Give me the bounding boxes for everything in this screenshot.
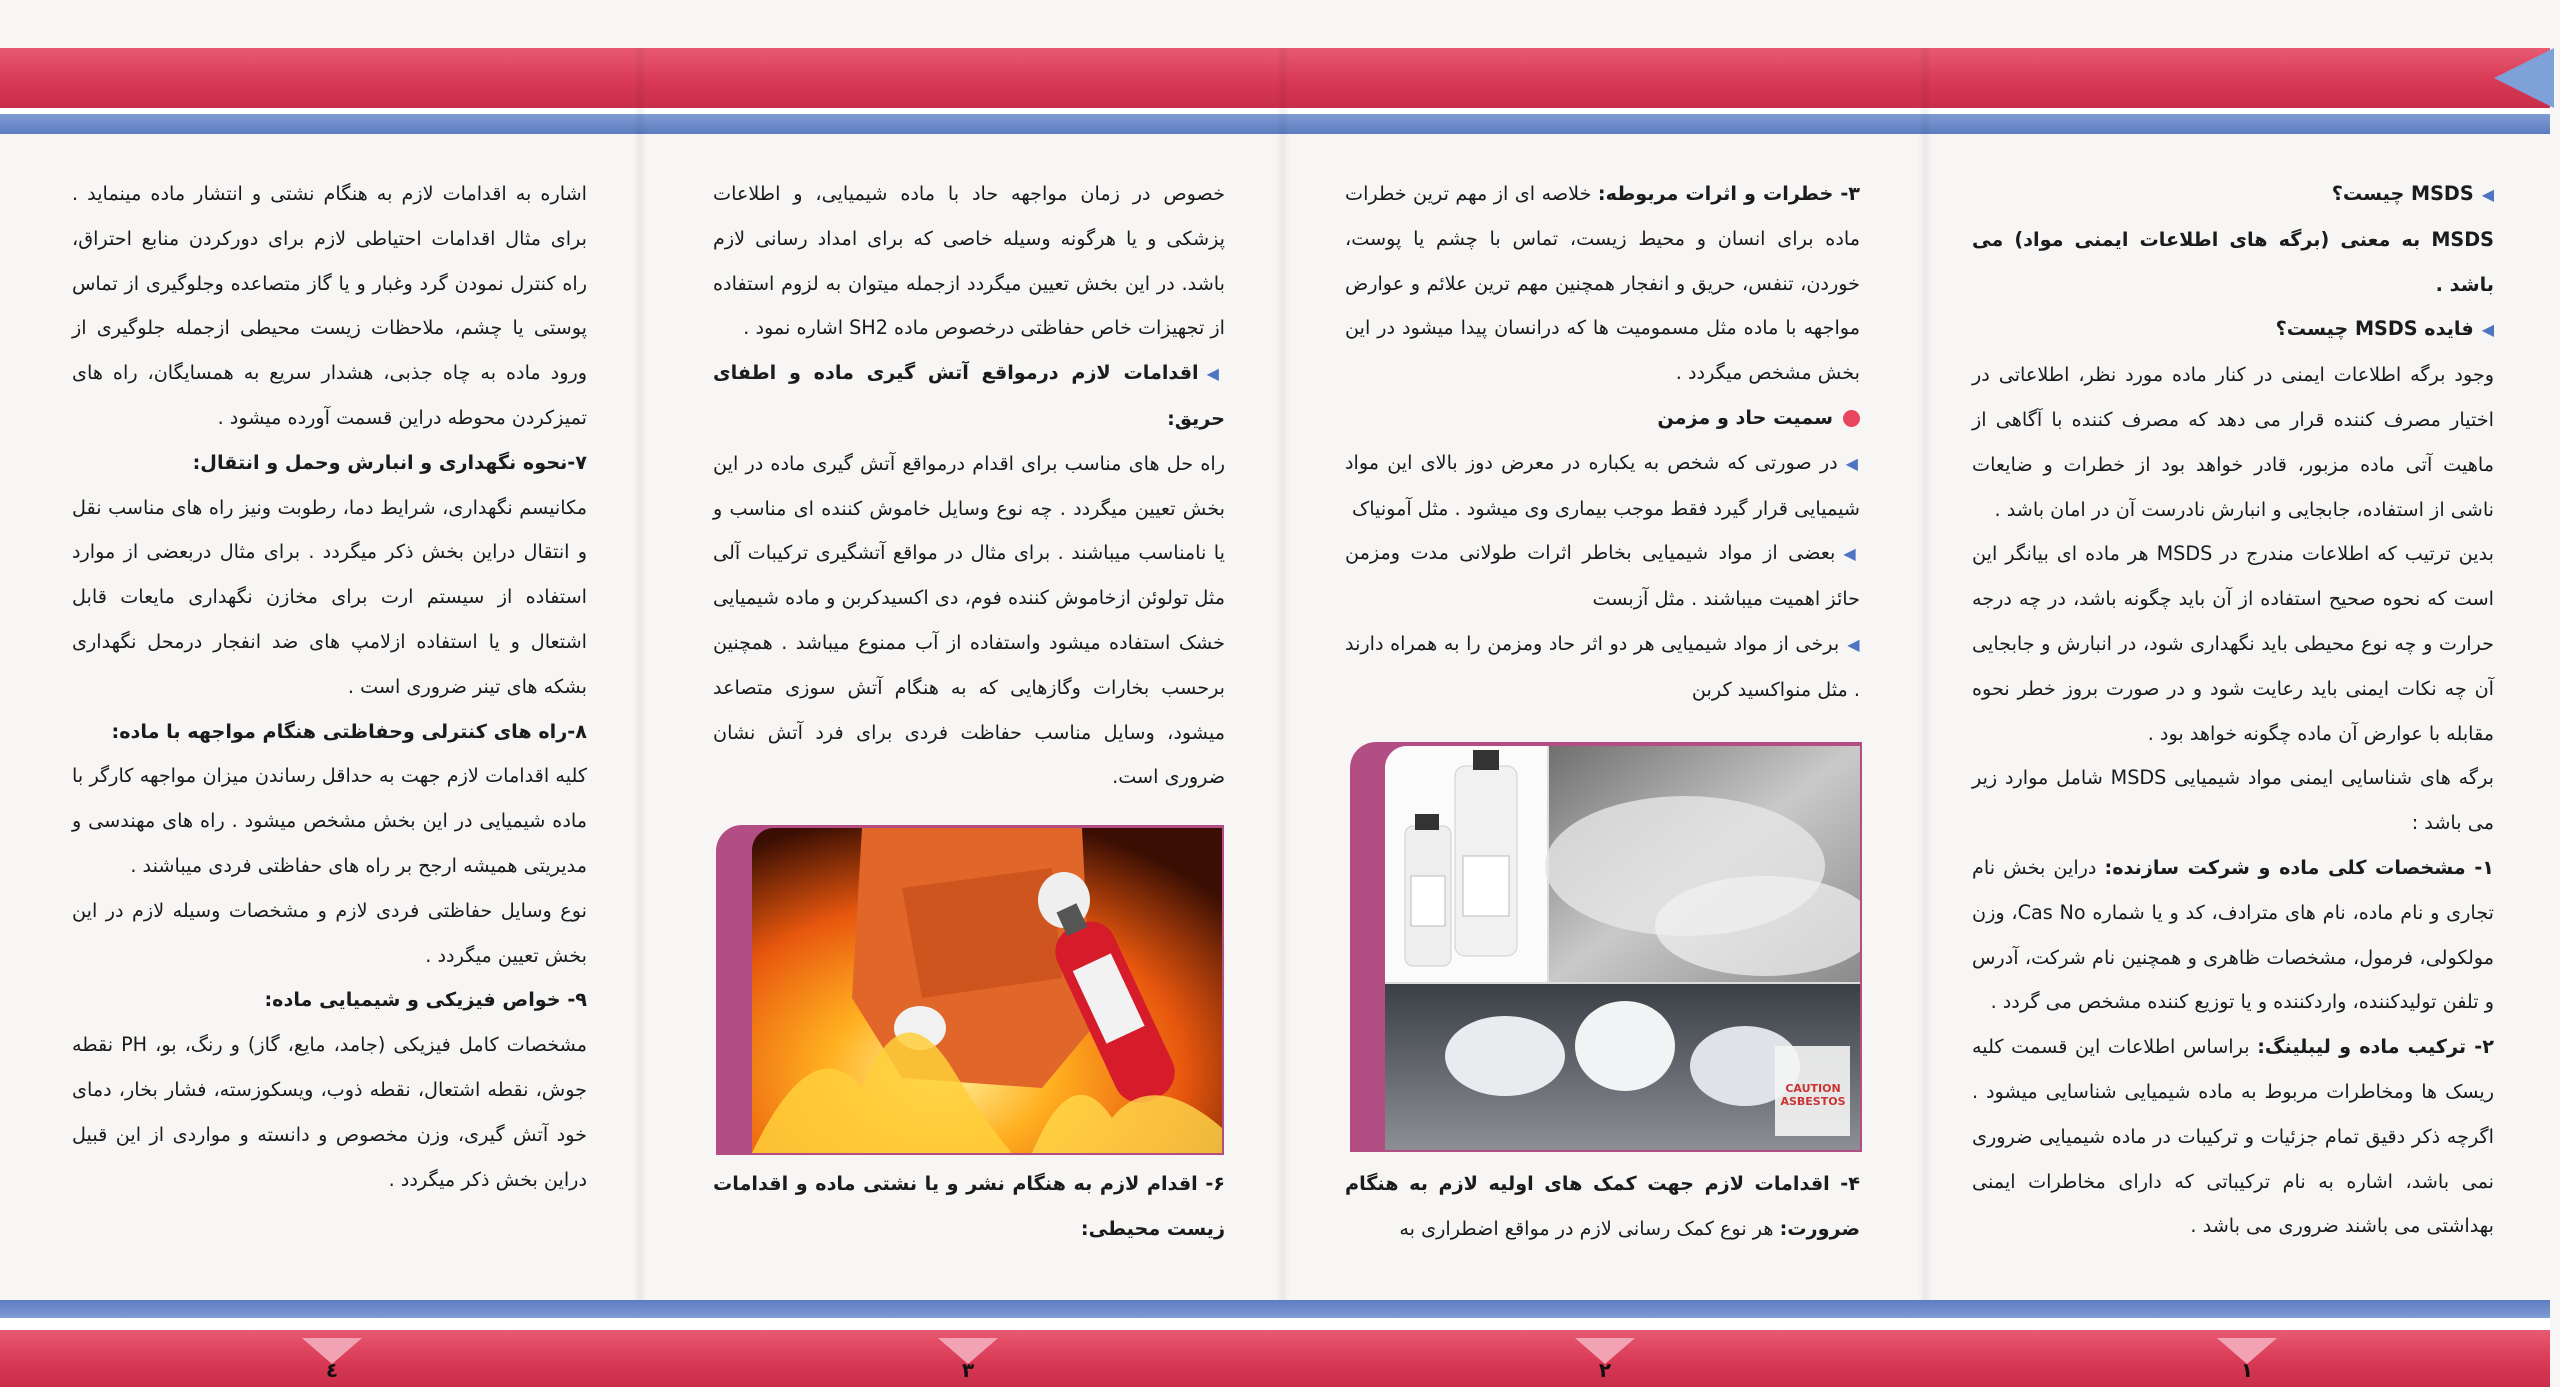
fold-line	[1918, 48, 1932, 1387]
paragraph: اشاره به اقدامات لازم به هنگام نشتی و انتشار ماده مینماید . برای مثال اقدامات احتیاطی لازم برای دورکردن منابع احتراق، راه کنترل نمودن گرد وغبار و یا گاز متصاعده وجلوگیری از تماس پوستی یا چشم، ملاحظات زیست محیطی ازجمله جلوگیری از ورود ماده به چاه جذبی، هشدار سریع به همسایگان، راه های تمیزکردن محوطه دراین قسمت آورده میشود .	[72, 182, 587, 429]
paragraph: نوع وسایل حفاظتی فردی لازم و مشخصات وسیله لازم در این بخش تعیین میگردد .	[72, 898, 587, 967]
bottle-label	[1463, 856, 1509, 916]
caution-asbestos-label: CAUTION ASBESTOS	[1780, 1082, 1846, 1108]
firefighter-photo	[752, 828, 1222, 1153]
section-6: ۶- اقدام لازم به هنگام نشر و یا نشتی ماده و اقدامات زیست محیطی:	[713, 1172, 1225, 1240]
paragraph: برگه های شناسایی ایمنی مواد شیمیایی MSDS شامل موارد زیر می باشد :	[1972, 766, 2494, 835]
panel-2	[1345, 172, 1860, 713]
heading-toxicity: سمیت حاد و مزمن	[1345, 396, 1860, 441]
bullet-item: ◀در صورتی که شخص به یکباره در معرض دوز بالای این مواد شیمیایی قرار گیرد فقط موجب بیماری وی میشود . مثل آمونیاک	[1345, 450, 1860, 520]
paragraph: وجود برگه اطلاعات ایمنی در کنار ماده مورد نظر، اطلاعاتی در اختیار مصرف کننده قرار می دهد که مصرف کننده با آگاهی از ماهیت آتی ماده مزبور، قادر خواهد بود از خطرات و ضایعات ناشی از استفاده، جابجایی و انبارش نادرست آن در امان باشد .	[1972, 363, 2494, 521]
footer-blue-band	[0, 1300, 2550, 1318]
footer-red-band	[0, 1330, 2550, 1387]
bullet-item: ◀بعضی از مواد شیمیایی بخاطر اثرات طولانی مدت ومزمن حائز اهمیت میباشند . مثل آزبست	[1345, 541, 1860, 611]
page-number-1: ١	[2217, 1338, 2277, 1384]
heading-msds-benefit: ◀فایده MSDS چیست؟	[2275, 317, 2494, 341]
header-triangle-icon	[2494, 48, 2554, 108]
bottle-cap	[1473, 750, 1499, 770]
paragraph: مشخصات کامل فیزیکی (جامد، مایع، گاز) و رنگ، بو، PH نقطه جوش، نقطه اشتعال، نقطه ذوب، ویسکوزسته، فشار بخار، دمای خود آتش گیری، وزن مخصوص و دانسته و مواردی از این قبیل دراین بخش ذکر میگردد .	[72, 1033, 587, 1191]
heading-section-8: ۸-راه های کنترلی وحفاظتی هنگام مواجهه با ماده:	[111, 719, 587, 743]
chemical-photo-collage	[1385, 746, 1860, 1150]
paragraph: کلیه اقدامات لازم جهت به حداقل رساندن میزان مواجهه کارگر با ماده شیمیایی در این بخش مشخص میشود . راه های مهندسی و مدیریتی همیشه ارجح بر راه های حفاظتی فردی میباشند .	[72, 764, 587, 877]
heading-section-7: ۷-نحوه نگهداری و انبارش وحمل و انتقال:	[192, 450, 587, 474]
paragraph: مکانیسم نگهداری، شرایط دما، رطوبت ونیز راه های مناسب نقل و انتقال دراین بخش ذکر میگردد . برای مثال دربعضی از موارد استفاده از سیستم ارت برای مخازن نگهداری مایعات قابل اشتعال و یا استفاده ازلامپ های ضد انفجار درمحل نگهداری بشکه های تینر ضروری است .	[72, 495, 587, 698]
panel-4	[72, 172, 587, 1202]
panel-1	[1972, 172, 2494, 1249]
panel-3	[713, 172, 1225, 800]
heading-fire-measures: ◀اقدامات لازم درمواقع آتش گیری ماده و اطفای حریق:	[713, 361, 1225, 430]
paragraph: بدین ترتیب که اطلاعات مندرج در MSDS هر ماده ای بیانگر این است که نحوه صحیح استفاده از آن باید چگونه باشد، در چه درجه حرارت و چه نوع محیطی باید نگهداری شود، در انبارش و جابجایی آن چه نکات ایمنی باید رعایت شود و در صورت بروز خطر نحوه مقابله با عوارض آن ماده چگونه خواهد بود .	[1972, 542, 2494, 745]
firefighter-svg	[752, 828, 1222, 1153]
bottle-cap	[1415, 814, 1439, 830]
msds-definition: MSDS به معنی (برگه های اطلاعات ایمنی مواد) می باشد .	[1972, 227, 2494, 296]
section-2: ۲- ترکیب ماده و لیبلینگ: براساس اطلاعات این قسمت کلیه ریسک ها ومخاطرات مربوط به ماده شیمیایی شناسایی میشود . اگرچه ذکر دقیق تمام جزئیات و ترکیبات در ماده شیمیایی ضروری نمی باشد، اشاره به نام ترکیباتی که دارای مخاطرات ایمنی بهداشتی می باشند ضروری می باشد .	[1972, 1035, 2494, 1238]
section-1: ۱- مشخصات کلی ماده و شرکت سازنده: دراین بخش نام تجاری و نام ماده، نام های مترادف، کد و یا شماره Cas No، وزن مولکولی، فرمول، مشخصات ظاهری و همچنین نام شرکت، آدرس و تلفن تولیدکننده، واردکننده و یا توزیع کننده مشخص می گردد .	[1972, 855, 2494, 1014]
heading-what-is-msds: ◀MSDS چیست؟	[2331, 182, 2494, 205]
red-dot-icon	[1843, 410, 1860, 427]
page-number-3: ٣	[938, 1338, 998, 1384]
header-blue-band	[0, 114, 2550, 134]
header-red-band	[0, 48, 2550, 108]
paragraph: راه حل های مناسب برای اقدام درمواقع آتش گیری ماده در این بخش تعیین میگردد . چه نوع وسایل خاموش کننده ای مناسب و یا نامناسب میباشند . برای مثال در مواقع آتشگیری ترکیبات آلی مثل تولوئن ازخاموش کننده فوم، دی اکسیدکربن و ماده شیمیایی خشک استفاده میشود واستفاده از آب ممنوع میباشد . همچنین برحسب بخارات وگازهایی که به هنگام آتش سوزی متصاعد میشود، وسایل مناسب حفاظت فردی برای فرد آتش نشان ضروری است.	[713, 451, 1225, 789]
paragraph: خصوص در زمان مواجهه حاد با ماده شیمیایی، و اطلاعات پزشکی و یا هرگونه وسیله خاصی که برای امداد رسانی لازم باشد. در این بخش تعیین میگردد ازجمله میتوان به لزوم استفاده از تجهیزات خاص حفاظتی درخصوص ماده SH2 اشاره نمود .	[713, 182, 1225, 340]
fold-line	[633, 48, 647, 1387]
heading-section-9: ۹- خواص فیزیکی و شیمیایی ماده:	[264, 988, 587, 1012]
page-number-2: ٢	[1575, 1338, 1635, 1384]
fold-line	[1276, 48, 1290, 1387]
section-3: ۳- خطرات و اثرات مربوطه: خلاصه ای از مهم ترین خطرات ماده برای انسان و محیط زیست، تماس با چشم یا پوست، خوردن، تنفس، حریق و انفجار همچنین مهم ترین علائم و عوارض مواجهه با ماده مثل مسمومیت ها که درانسان پیدا میشود در این بخش مشخص میگردد .	[1345, 182, 1860, 385]
page-number-4: ٤	[302, 1338, 362, 1384]
footer-white-stripe	[0, 1318, 2550, 1330]
section-4: ۴- اقدامات لازم جهت کمک های اولیه لازم به هنگام ضرورت: هر نوع کمک رسانی لازم در مواقع اضطراری به	[1345, 1172, 1860, 1240]
bullet-item: ◀برخی از مواد شیمیایی هر دو اثر حاد ومزمن را به همراه دارند . مثل منواکسید کربن	[1345, 631, 1860, 701]
bottle-label	[1411, 876, 1445, 926]
